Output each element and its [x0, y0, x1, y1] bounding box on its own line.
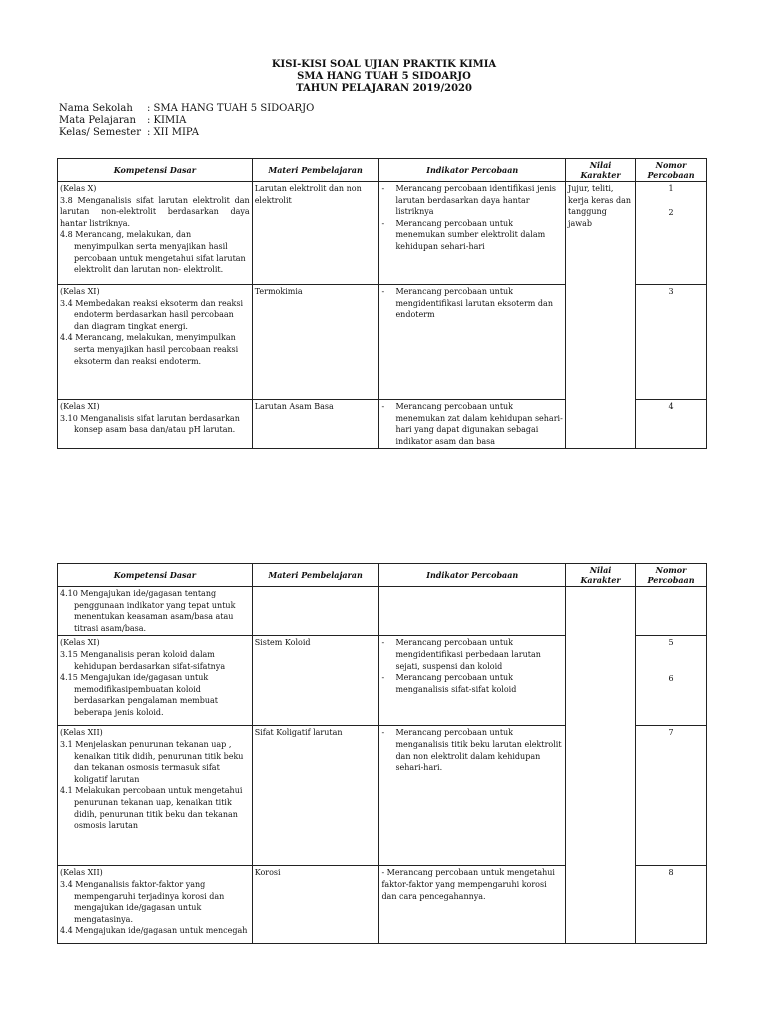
col-nomor-percobaan: Nomor Percobaan: [635, 159, 706, 182]
meta-block: [59, 103, 314, 139]
nilai-karakter-cell: [566, 587, 636, 944]
doc-title: KISI-KISI SOAL UJIAN PRAKTIK KIMIA: [271, 59, 497, 70]
col-indikator: Indikator Percobaan: [379, 564, 566, 587]
materi-cell: Termokimia: [252, 285, 379, 400]
meta-label: Kelas/ Semester: [59, 127, 141, 138]
kd-cell: (Kelas XI) 3.10 Menganalisis sifat larutan berdasarkan konsep asam basa dan/atau pH larutan.: [58, 400, 253, 449]
indikator-cell: - Merancang percobaan untuk menemukan zat dalam kehidupan sehari-hari yang dapat digunakan sebagai indikator asam dan basa: [379, 400, 566, 449]
kd-cell: (Kelas XI) 3.4 Membedakan reaksi eksoterm dan reaksi endoterm berdasarkan hasil percobaan dan diagram tingkat energi. 4.4 Merancang, melakukan, menyimpulkan serta menyajikan hasil percobaan reaksi eksoterm dan reaksi endoterm.: [58, 285, 253, 400]
materi-cell: Sistem Koloid: [252, 636, 379, 726]
kd-cell: (Kelas XI) 3.15 Menganalisis peran koloid dalam kehidupan berdasarkan sifat-sifatnya 4.15 Mengajukan ide/gagasan untuk memodifikasipembuatan koloid berdasarkan pengalaman membuat beberapa jenis koloid.: [58, 636, 253, 726]
meta-value: : KIMIA: [147, 115, 187, 126]
meta-row-class: [59, 127, 314, 139]
nomor-cell: 5 6: [635, 636, 706, 726]
materi-cell: [252, 587, 379, 636]
year-title: TAHUN PELAJARAN 2019/2020: [296, 83, 472, 94]
col-kompetensi-dasar: Kompetensi Dasar: [58, 159, 253, 182]
meta-label: Mata Pelajaran: [59, 115, 136, 126]
indikator-cell: - Merancang percobaan identifikasi jenis larutan berdasarkan daya hantar listriknya - Merancang percobaan untuk menemukan sumber elektrolit dalam kehidupan sehari-hari: [379, 182, 566, 285]
materi-cell: Sifat Koligatif larutan: [252, 726, 379, 866]
indikator-cell: [379, 587, 566, 636]
kisi-table-1: [57, 158, 707, 449]
indikator-cell: - Merancang percobaan untuk mengidentifikasi perbedaan larutan sejati, suspensi dan koloid - Merancang percobaan untuk menganalisis sifat-sifat koloid: [379, 636, 566, 726]
kisi-table-2: [57, 563, 707, 944]
nomor-cell: 4: [635, 400, 706, 449]
table-header-row: [58, 159, 707, 182]
meta-value: : XII MIPA: [147, 127, 199, 138]
materi-cell: Korosi: [252, 866, 379, 944]
indikator-cell: - Merancang percobaan untuk mengetahui faktor-faktor yang mempengaruhi korosi dan cara pencegahannya.: [379, 866, 566, 944]
kd-cell: (Kelas X) 3.8 Menganalisis sifat larutan elektrolit dan larutan non-elektrolit berdasarkan daya hantar listriknya. 4.8 Merancang, melakukan, dan menyimpulkan serta menyajikan hasil percobaan untuk mengetahui sifat larutan elektrolit dan larutan non- elektrolit.: [58, 182, 253, 285]
meta-row-school: [59, 103, 314, 115]
table-row: [58, 587, 707, 636]
col-indikator: Indikator Percobaan: [379, 159, 566, 182]
school-title: SMA HANG TUAH 5 SIDOARJO: [297, 71, 471, 82]
col-nilai-karakter: Nilai Karakter: [566, 564, 636, 587]
table-header-row: [58, 564, 707, 587]
kd-cell: 4.10 Mengajukan ide/gagasan tentang penggunaan indikator yang tepat untuk menentukan keasaman asam/basa atau titrasi asam/basa.: [58, 587, 253, 636]
materi-cell: Larutan Asam Basa: [252, 400, 379, 449]
nomor-cell: 3: [635, 285, 706, 400]
nilai-karakter-cell: Jujur, teliti, kerja keras dan tanggung jawab: [566, 182, 636, 449]
col-materi: Materi Pembelajaran: [252, 564, 379, 587]
meta-label: Nama Sekolah: [59, 103, 133, 114]
kd-cell: (Kelas XII) 3.4 Menganalisis faktor-faktor yang mempengaruhi terjadinya korosi dan mengajukan ide/gagasan untuk mengatasinya. 4.4 Mengajukan ide/gagasan untuk mencegah: [58, 866, 253, 944]
meta-value: : SMA HANG TUAH 5 SIDOARJO: [147, 103, 315, 114]
col-nilai-karakter: Nilai Karakter: [566, 159, 636, 182]
indikator-cell: - Merancang percobaan untuk mengidentifikasi larutan eksoterm dan endoterm: [379, 285, 566, 400]
col-nomor-percobaan: Nomor Percobaan: [635, 564, 706, 587]
nomor-cell: 8: [635, 866, 706, 944]
nomor-cell: [635, 587, 706, 636]
nomor-cell: 1 2: [635, 182, 706, 285]
indikator-cell: - Merancang percobaan untuk menganalisis titik beku larutan elektrolit dan non elektrolit dalam kehidupan sehari-hari.: [379, 726, 566, 866]
table-row: [58, 182, 707, 285]
col-materi: Materi Pembelajaran: [252, 159, 379, 182]
kd-cell: (Kelas XII) 3.1 Menjelaskan penurunan tekanan uap , kenaikan titik didih, penurunan titik beku dan tekanan osmosis termasuk sifat koligatif larutan 4.1 Melakukan percobaan untuk mengetahui penurunan tekanan uap, kenaikan titik didih, penurunan titik beku dan tekanan osmosis larutan: [58, 726, 253, 866]
meta-row-subject: [59, 115, 314, 127]
nomor-cell: 7: [635, 726, 706, 866]
col-kompetensi-dasar: Kompetensi Dasar: [58, 564, 253, 587]
materi-cell: Larutan elektrolit dan non elektrolit: [252, 182, 379, 285]
